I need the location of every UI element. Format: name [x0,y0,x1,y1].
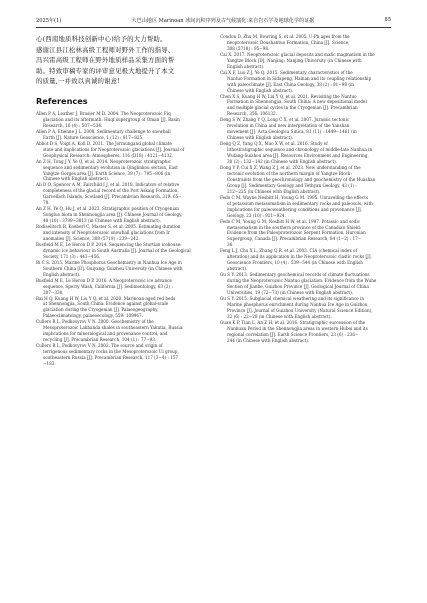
reference-line: 36. [227,242,234,248]
reference-line: sequence, Sperry Wash, California [J]. Sedimentology, 63 (2) : [43,283,173,289]
reference-line: Ali D O, Spencer A M, Fairchild I J, et al. 2018. Indicators of relative [36,182,180,188]
reference-line: Bai H Q, Kuang H W, Liu Y Q, et al. 2020. Marinoan-aged red beds [36,295,176,301]
reference-entry [220,320,392,344]
running-header [36,14,391,26]
reference-line: Yangtze Block [D]. Nanjing: Nanjing University (in Chinese with [227,57,362,63]
reference-line: regional correlation [J]. Earth Science Frontiers, 23 (6) : 236− [227,331,359,337]
reference-line: revolution in China and new interpretation of the Yanshan [227,123,350,129]
reference-entry [36,296,202,320]
reference-line: Wufang-Suizhou area [J]. Resources Environment and Engineering, [227,153,369,159]
reference-line: neoproterozoic Doushantuo Formation, China [J]. Science, [227,39,350,45]
reference-entry [220,165,392,195]
reference-entry [36,159,202,183]
reference-line: Cai X F, Luo Z J, Ye Q. 2015. Sedimentary characteristics of the [220,69,353,75]
reference-line: Bodiselitsch B, Koeberl C, Master S, et al. 2005. Estimating duration [36,224,181,230]
reference-entry [220,272,392,296]
reference-line: dynamic ice behaviour in South Australia [J]. Journal of the Geological [43,247,191,253]
reference-line: glaciation and its aftermath: Huqf supergroup of Oman [J]. Basin [43,116,180,122]
header-rule [36,27,391,28]
reference-line: 48 (10) : 3799−3813 (in Chinese with English abstract). [43,218,161,224]
reference-entry [36,260,202,278]
reference-line: An Z H, Ye Q, Hu J, et al. 2023. Stratigraphic position of Cryogenian [36,206,179,212]
reference-line: glaciation during the Cryogenian [J]. Palaeogeography, [43,307,159,313]
handwritten-line: 感谢江县江松林高级工程师对野外工作的指导、 [36,45,175,54]
reference-line: Palaeoclimatology, palaeoecology, 559: 109967. [43,313,143,319]
reference-line: Gu S Y. 2013. Sedimentary geochemical records of climate fluctuations [220,272,370,278]
reference-line: implications for mineralogical and provenance control, and [43,331,168,337]
reference-line: implications for paleoweathering conditions and provenance [J]. [227,206,362,212]
reference-line: movement [J]. Acta Geologica Sinica, 81 (11) : 1449−1461 (in [227,129,357,135]
reference-line: abstract). [227,266,248,272]
reference-line: with paleoclimate [J]. East China Geology, 38 (2) : 91−98 (in [227,81,354,87]
reference-line: Southern China [D]. Guiyang: Guizhou University (in Chinese with [43,265,183,271]
reference-line: −183. [43,361,56,366]
reference-line: Yangtze Gorges area [J]. Earth Science, 39 (7) : 795−806 (in [43,170,171,176]
reference-line: Earth [J]. Nature Geoscience, 1 (12) : 817−825. [43,134,144,140]
running-title: 大巴山地区 Marinoan 冰间沉积序列及古气候演化:来自岩石学及地球化学的证据 [131,17,315,24]
reference-line: Society, 171 (3) : 443−456. [43,253,101,259]
page-number: 85 [384,17,391,23]
reference-line: recycling [J]. Precambrian Research, 104 (1) : 77−93. [43,337,157,343]
reference-line: Cai X. 2017. Neoproterozoic glacial deposits and mafic magmatism in the [220,51,375,57]
handwritten-line: 的质量,一并致以真诚的谢意! [36,77,121,86]
reference-line: anomalies [J]. Science, 308 (5719) : 239−242. [43,235,140,241]
left-reference-list [36,111,202,367]
reference-line: Universities, 19 (72−73) (in Chinese with English abstract). [227,289,354,295]
reference-line: Fedo C M, Young G M, Nesbitt H W, et al. 1997. Potassic and sodic [220,218,360,224]
reference-entry [220,296,392,320]
reference-entry [36,206,202,224]
reference-entry [36,141,202,159]
reference-line: Chinese with English abstract). [227,135,294,141]
reference-line: Abbot D S, Voigt A, Koll D. 2011. The Jormungand global climate [36,140,172,146]
reference-line: lithostratigraphic sequence and chronology of middle-late Nanhua in [227,147,373,153]
reference-line: Mesoproterozoic Lakhanda shales in southeastern Yakutia, Russia: [43,325,184,331]
reference-line: Deng S W, Zhang Y Q, Long C X, et al. 2007. Jurassic tectonic [220,117,350,123]
reference-line: Group [J]. Sedimentary Geology and Tethyan Geology, 43 (1) : [227,182,357,188]
reference-entry [36,182,202,206]
reference-line: Geoscience Frontiers, 10 (4) : 539−544 (in Chinese with English [227,260,363,266]
reference-line: 32 (6) : 22−28 (in Chinese with English abstract). [227,313,332,319]
reference-line: Fedo C M, Wayne Nesbitt H, Young G M. 1995. Unravelling the effects [220,194,368,200]
left-column [36,34,202,367]
reference-entry [220,94,392,118]
reference-entry [36,319,202,343]
reference-line: Cullers R L, Podkovyrov V N. 2000. Geochemistry of the [36,319,154,325]
reference-line: Busfield M E, Le Heron D P. 2014. Sequencing the Sturtian icehouse: [36,241,182,247]
reference-line: southeastern Russia [J]. Precambrian Research, 117 (3−4) : 157 [43,355,179,361]
handwritten-line: 心(西南地质科技创新中心)给予的大力帮助。 [36,35,167,43]
reference-line: state and implications for Neoproterozoic glaciations [J]. Journal of [43,146,185,152]
reference-line: Chen X S, Kuang H W, Liu Y Q, et al. 2021. Revisiting the Nantuo [220,93,357,99]
right-reference-list [220,34,392,344]
reference-line: Guan K P, Tian L, An Z H, et al. 2016. Stratigraphic succession of the [220,319,366,325]
reference-line: Dong Y P, Cui X Z, Wang Z J, et al. 2023. New understanding of the [220,164,361,170]
reference-line: Chinese with English abstract). [227,87,294,93]
reference-line: Allen P A, Leather J, Brasier M D. 2004. The Neoproterozoic Fiq [36,110,171,116]
reference-line: Garvellach Islands, Scotland [J]. Precambrian Research, 319: 65− [43,194,182,200]
reference-line: sequence and sedimentary evolution in Qinglinkou section, East [43,164,178,170]
reference-entry [36,242,202,260]
reference-line: Marine phosphorus enrichment during Nanhua Ice Age in Guizhou [227,301,368,307]
reference-entry [220,248,392,272]
reference-line: English abstract). [43,271,81,277]
reference-entry [220,52,392,70]
reference-line: Nanhuan Period in the Shennongjia areas in western Hubei and its [227,325,368,331]
reference-line: Research, 356: 106132. [227,111,277,117]
reference-line: Supergroup, Canada [J]. Precambrian Research, 84 (1−2) : 17− [227,236,362,242]
reference-line: Geology, 23 (10) : 921−924. [227,212,286,218]
reference-line: Section of Jianhe, Guizhou Province [J]. Geological Journal of China [227,284,369,290]
reference-line: Cullers R L, Podkovyrov V N. 2002. The source and origin of [36,343,163,349]
reference-line: Research, 16 (4) : 507−534. [43,122,103,128]
reference-line: and multiple glacial cycles in the Cryogenian [J]. Precambrian [227,105,358,111]
reference-entry [36,111,202,129]
reference-line: Constraints from the geochronology and geochemistry of the Huashan [227,176,376,182]
reference-line: Allen P A, Etienne J L. 2008. Sedimentary challenge to snowball [36,128,171,134]
reference-line: Nantuo Formation in Sidapeng, Hainan and its coupling relationship [227,75,372,81]
reference-entry [220,117,392,141]
right-column [220,34,392,344]
reference-line: 212−225 (in Chinese with English abstract). [227,188,321,194]
reference-line: completeness of the glacial record of the Port Askaig Formation, [43,188,179,194]
reference-entry [220,141,392,165]
reference-entry [36,224,202,242]
reference-line: 308 (5718) : 95−98. [227,45,270,51]
reference-line: Geophysical Research: Atmospheres, 116 (D18) : 4121−4132. [43,152,174,158]
issue-label: 2025年(1) [36,17,62,24]
reference-line: Busfield M E, Le Heron D P. 2016. A Neoproterozoic ice advance [36,277,172,283]
reference-line: Deng Q Z, Yang Q X, Mao X W, et al. 2016. Study of [220,141,328,147]
references-heading: References [36,95,88,106]
handwritten-line: 助。特致审稿专家的评审意见极大地提升了本文 [36,66,175,75]
reference-line: Bi C S. 2015. Marine Phosphorus Geochemistry in Nanhua Ice Age in [36,259,182,265]
reference-entry [220,70,392,94]
reference-line: Formation in Shennongjia, South China: A new depositional model [227,99,367,105]
reference-entry [36,343,202,367]
reference-entry [220,195,392,219]
reference-line: Chinese with English abstract). [43,176,110,182]
reference-line: 244 (in Chinese with English abstract). [227,337,310,343]
reference-line: during the Neoproterozoic Nantuo glaciation: Evidence from the Wuhe [227,278,377,284]
reference-line: Evidence from the Paleoproterozoic Serpent Formation, Huronian [227,230,366,236]
reference-line: of potassium metasomatism in sedimentary rocks and paleosols, with [227,200,373,206]
reference-line: Condon D, Zhu M, Bowring S, et al. 2005. U-Pb ages from the [220,34,350,39]
reference-entry [220,34,392,52]
reference-line: Feng L J, Chu X L, Zhang Q R, et al. 2003. CIA (chemical index of [220,248,358,254]
reference-line: 78. [43,200,50,206]
reference-line: 30 (2) : 132−142 (in Chinese with English abstract). [227,159,338,165]
reference-line: Songluo biota in Shennongjia area [J]. Chinese Journal of Geology, [43,212,183,218]
reference-line: An Z H, Tong J Y, Ye Q, et al. 2014. Neoproterozoic stratigraphic [36,158,171,164]
reference-line: tectonic evolution of the northern margin of Yangtze Block: [227,170,352,176]
reference-line: Province [J]. Journal of Guizhou University (Natural Science Edition), [227,307,373,313]
reference-line: at Shennongjia, South China: Evidence against global-scale [43,301,169,307]
handwritten-acknowledgement [36,34,202,87]
reference-line: and intensity of Neoproterozoic snowball glaciations from Ir [43,230,170,236]
reference-line: metasomatism in the southern province of the Canadian Shield: [227,224,362,230]
reference-line: English abstract). [227,63,265,69]
reference-line: terrigenous sedimentary rocks in the Mesoproterozoic Ui group, [43,349,179,355]
reference-line: alteration) and its application in the Neoproterozoic clastic rocks [J]. [227,254,372,260]
handwritten-line: 冯兴雷高级工程师在野外地质样品采集方面的帮 [36,56,175,65]
reference-entry [36,278,202,296]
reference-entry [220,219,392,249]
reference-line: Gu S Y. 2015. Subglacial chemical weathering and its significance in [220,295,365,301]
reference-entry [36,129,202,141]
reference-line: 307−330. [43,289,64,295]
